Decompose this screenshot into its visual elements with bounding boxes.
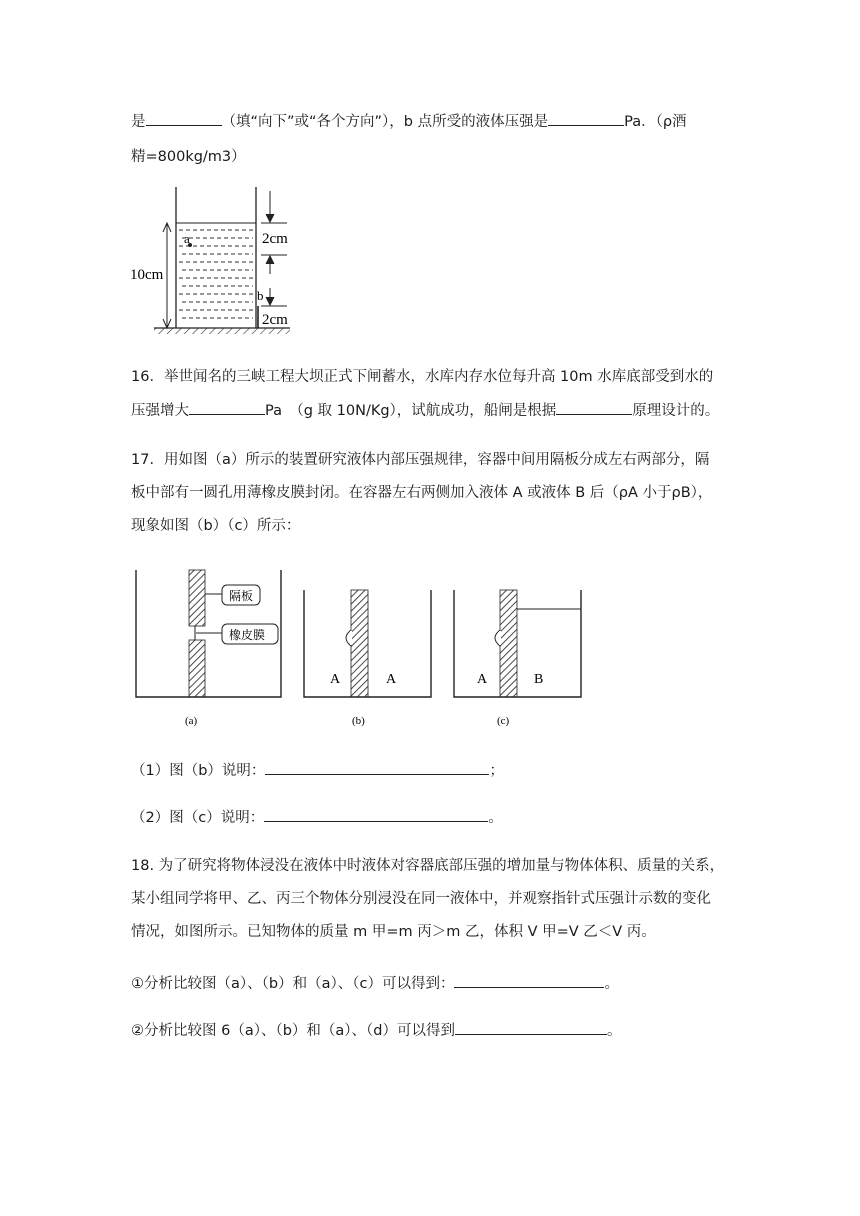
q17-caption-b: (b) <box>352 715 365 727</box>
q18-text: 。 <box>607 1023 622 1039</box>
q18-text: ①分析比较图（a）、（b）和（a）、（c）可以得到： <box>131 976 455 992</box>
q17-text: （1）图（b）说明： <box>131 763 266 779</box>
q15-bottom-gap-label: 2cm <box>262 312 288 328</box>
q17-c-left-label: A <box>477 672 488 687</box>
q17-partition-label: 隔板 <box>229 589 254 603</box>
q17-figure-b <box>304 590 431 727</box>
q17-sub-1 <box>131 760 504 781</box>
q18-line-1: 18. 为了研究将物体浸没在液体中时液体对容器底部压强的增加量与物体体积、质量的关系， <box>131 858 725 874</box>
q15-height-label: 10cm <box>130 267 164 283</box>
q15-text: （填“向下”或“各个方向”），b 点所受的液体压强是 <box>221 114 549 130</box>
q18-answer-blank-1[interactable] <box>454 973 604 988</box>
q17-answer-blank-2[interactable] <box>264 807 488 822</box>
q16-text: Pa （g 取 10N/Kg），试航成功，船闸是根据 <box>265 403 557 419</box>
q18-sub-1 <box>131 973 619 994</box>
q15-point-a-label: a <box>184 231 190 246</box>
q17-answer-blank-1[interactable] <box>265 760 489 775</box>
q17-text: ； <box>489 763 504 779</box>
q15-line-2: 精=800kg/m3） <box>131 149 246 165</box>
q18-text: 。 <box>604 976 619 992</box>
q18-text: ②分析比较图 6（a）、（b）和（a）、（d）可以得到 <box>131 1023 456 1039</box>
q17-c-right-label: B <box>534 672 544 687</box>
q15-text: Pa．（ρ酒 <box>624 114 687 130</box>
q18-line-3: 情况，如图所示。已知物体的质量 m 甲=m 丙＞m 乙，体积 V 甲=V 乙＜V 丙。 <box>131 924 656 940</box>
q18-answer-blank-2[interactable] <box>455 1020 607 1035</box>
q17-caption-a: (a) <box>185 715 198 727</box>
q18-sub-2 <box>131 1020 622 1041</box>
q16-text: 压强增大 <box>131 403 189 419</box>
q17-membrane-label: 橡皮膜 <box>229 628 266 642</box>
q17-sub-2 <box>131 807 503 828</box>
q17-b-right-label: A <box>386 672 397 687</box>
q17-figure-c <box>454 590 581 727</box>
q16-text: 原理设计的。 <box>632 403 720 419</box>
q17-text: 。 <box>488 810 503 826</box>
q17-line-3: 现象如图（b）（c）所示： <box>131 518 301 534</box>
q17-b-left-label: A <box>330 672 341 687</box>
q17-caption-c: (c) <box>497 715 510 727</box>
q17-line-2: 板中部有一圆孔用薄橡皮膜封闭。在容器左右两侧加入液体 A 或液体 B 后（ρA 小于ρB）， <box>131 485 713 501</box>
q15-top-gap-label: 2cm <box>262 231 288 247</box>
q16-line-1: 16．举世闻名的三峡工程大坝正式下闸蓄水，水库内存水位每升高 10m 水库底部受到水的 <box>131 369 714 385</box>
q15-text: 是 <box>131 114 146 130</box>
q17-figure-a <box>136 570 281 727</box>
q18-line-2: 某小组同学将甲、乙、丙三个物体分别浸没在同一液体中，并观察指针式压强计示数的变化 <box>131 891 711 907</box>
q17-text: （2）图（c）说明： <box>131 810 265 826</box>
q17-line-1: 17．用如图（a）所示的装置研究液体内部压强规律，容器中间用隔板分成左右两部分，隔 <box>131 452 710 468</box>
q15-point-b-label: b <box>257 288 264 303</box>
